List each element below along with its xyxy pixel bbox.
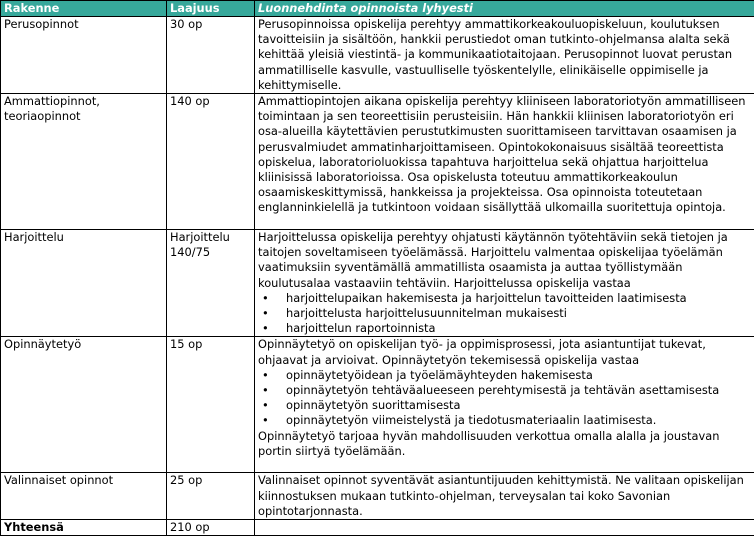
description-text: Valinnaiset opinnot syventävät asiantuntijuuden kehittymistä. Ne valitaan opiskelijan kiinnostuksen mukaan tutkinto-ohjelman, terveysalan tai koko Savonian opintotarjonnasta. <box>258 473 751 519</box>
row-name: Opinnäytetyö <box>1 337 167 473</box>
row-extent: 140 op <box>167 94 255 230</box>
row-name: Perusopinnot <box>1 17 167 94</box>
row-description <box>255 94 754 230</box>
row-description <box>255 17 754 94</box>
description-text: Ammattiopintojen aikana opiskelija perehtyy kliiniseen laboratoriotyön ammatilliseen toimintaan ja sen teoreettisiin perusteisiin. Hän hankkii kliinisen laboratoriotyön eri osa-alueilla käytettävien perustutkimusten suorittamiseen tarvittavan osaamisen ja perusvalmiudet ammatinharjoittamiseen. Opintokokonaisuus sisältää teoreettista opiskelua, laboratorioluokissa tapahtuva harjoittelua sekä ohjattua harjoittelua kliinisissä laboratorioissa. Osa opiskelusta toteutuu ammattikorkeakoulun osaamiskeskittymissä, hankkeissa ja projekteissa. Osa opinnoista toteutetaan englanninkielellä ja tutkintoon voidaan sisällyttää ulkomailla suoritettuja opintoja. <box>258 94 751 216</box>
row-extent: 15 op <box>167 337 255 473</box>
list-item: • opinnäytetyön tehtäväalueeseen perehtymisestä ja tehtävän asettamisesta <box>286 383 751 398</box>
header-description: Luonnehdinta opinnoista lyhyesti <box>255 1 754 17</box>
bullet-list <box>258 291 751 337</box>
description-text: Opinnäytetyö on opiskelijan työ- ja oppimisprosessi, jota asiantuntijat tukevat, ohjaavat ja arvioivat. Opinnäytetyön tekemisessä opiskelija vastaa <box>258 337 751 367</box>
description-text: Harjoittelussa opiskelija perehtyy ohjatusti käytännön työtehtäviin sekä tietojen ja taitojen soveltamiseen työelämässä. Harjoittelu valmentaa opiskelijaa työelämän vaatimuksiin syventämällä ammatillista osaamista ja auttaa työllistymään koulutusalaa vastaaviin tehtäviin. Harjoittelussa opiskelija vastaa <box>258 230 751 291</box>
total-extent: 210 op <box>167 520 255 536</box>
total-row <box>1 520 754 536</box>
row-extent: Harjoittelu 140/75 <box>167 230 255 337</box>
row-extent: 30 op <box>167 17 255 94</box>
row-name: Valinnaiset opinnot <box>1 473 167 520</box>
list-item: • harjoittelusta harjoittelusuunnitelman mukaisesti <box>286 306 751 321</box>
header-structure: Rakenne <box>1 1 167 17</box>
table-row <box>1 473 754 520</box>
total-description <box>255 520 754 536</box>
row-extent: 25 op <box>167 473 255 520</box>
list-item: • opinnäytetyöidean ja työelämäyhteyden hakemisesta <box>286 368 751 383</box>
header-extent: Laajuus <box>167 1 255 17</box>
row-name: Harjoittelu <box>1 230 167 337</box>
total-label: Yhteensä <box>1 520 167 536</box>
table-row <box>1 230 754 337</box>
description-text-after: Opinnäytetyö tarjoaa hyvän mahdollisuuden verkottua omalla alalla ja joustavan portin siirtyä työelämään. <box>258 429 751 459</box>
list-item: • harjoittelupaikan hakemisesta ja harjoittelun tavoitteiden laatimisesta <box>286 291 751 306</box>
bullet-list <box>258 368 751 429</box>
list-item: • opinnäytetyön suorittamisesta <box>286 398 751 413</box>
list-item: • opinnäytetyön viimeistelystä ja tiedotusmateriaalin laatimisesta. <box>286 413 751 428</box>
table-row <box>1 17 754 94</box>
description-text: Perusopinnoissa opiskelija perehtyy ammattikorkeakouluopiskeluun, koulutuksen tavoitteisiin ja sisältöön, hankkii perustiedot oman tutkinto-ohjelmansa alalta sekä kehittää yleisiä viestintä- ja kommunikaatiotaitojaan. Perusopinnot luovat perustan ammatilliselle kasvulle, vastuulliselle työskentelylle, elinikäiselle oppimiselle ja kehittymiselle. <box>258 17 751 93</box>
header-row <box>1 1 754 17</box>
row-description <box>255 337 754 473</box>
row-description <box>255 473 754 520</box>
table-row <box>1 94 754 230</box>
list-item: • harjoittelun raportoinnista <box>286 321 751 336</box>
row-name: Ammattiopinnot, teoriaopinnot <box>1 94 167 230</box>
table-row <box>1 337 754 473</box>
row-description <box>255 230 754 337</box>
